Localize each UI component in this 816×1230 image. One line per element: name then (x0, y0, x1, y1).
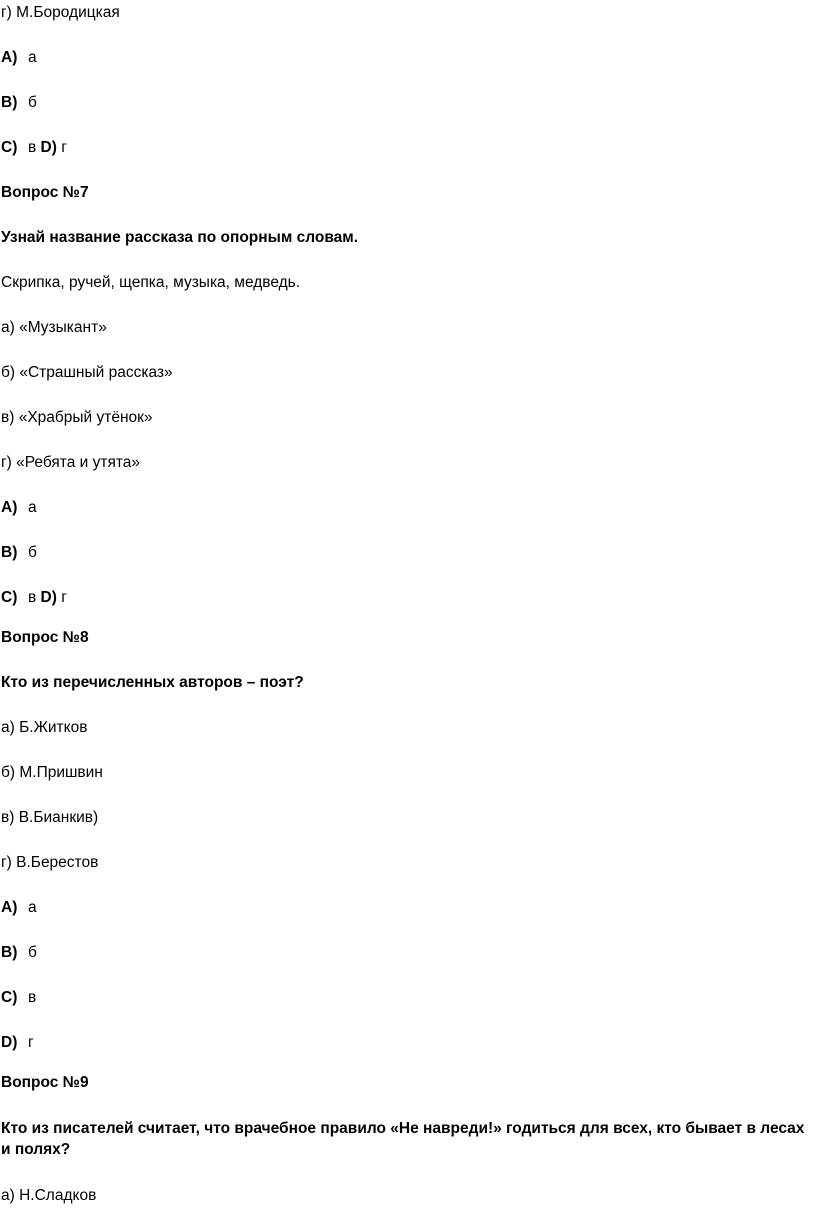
option-a: а) Б.Житков (1, 719, 88, 736)
answer-value: г (28, 1034, 34, 1051)
answer-a (1, 498, 37, 518)
answer-value: б (28, 944, 37, 961)
keywords-text: Скрипка, ручей, щепка, музыка, медведь. (1, 274, 301, 291)
answer-value: а (28, 899, 37, 916)
answer-value: в (28, 589, 37, 606)
answer-label: D) (40, 589, 57, 606)
answer-label: B) (1, 544, 18, 561)
question-text: Кто из писателей считает, что врачебное правило «Не навреди!» годиться для всех, кто бывает в лесах и полях? (1, 1120, 805, 1158)
option-b: б) «Страшный рассказ» (1, 364, 173, 381)
answer-label: C) (1, 589, 18, 606)
answer-label: A) (1, 49, 18, 66)
answer-a (1, 898, 37, 918)
answer-b (1, 93, 37, 113)
answer-d (1, 1033, 34, 1053)
answer-c (1, 988, 36, 1008)
answer-label: B) (1, 94, 18, 111)
answer-value: а (28, 49, 37, 66)
answer-value: в (28, 989, 37, 1006)
answer-label: D) (1, 1034, 18, 1051)
answer-value: г (61, 589, 67, 606)
answer-value: г (61, 139, 67, 156)
question-heading: Вопрос №9 (1, 1074, 89, 1091)
option-v: в) В.Бианкив) (1, 809, 99, 826)
answer-b (1, 943, 37, 963)
option-v: в) «Храбрый утёнок» (1, 409, 153, 426)
answer-label: A) (1, 499, 18, 516)
answer-a (1, 48, 37, 68)
option-g: г) В.Берестов (1, 854, 99, 871)
answer-label: C) (1, 989, 18, 1006)
option-a: а) Н.Сладков (1, 1187, 97, 1204)
option-b: б) М.Пришвин (1, 764, 103, 781)
answer-c-d (1, 138, 67, 158)
answer-value: в (28, 139, 37, 156)
answer-value: б (28, 94, 37, 111)
question-text: Узнай название рассказа по опорным словам. (1, 229, 359, 246)
option-g: г) М.Бородицкая (1, 4, 120, 21)
option-a: а) «Музыкант» (1, 319, 107, 336)
option-g: г) «Ребята и утята» (1, 454, 141, 471)
question-text: Кто из перечисленных авторов – поэт? (1, 674, 304, 691)
question-heading: Вопрос №7 (1, 184, 89, 201)
answer-label: B) (1, 944, 18, 961)
question-heading: Вопрос №8 (1, 629, 89, 646)
answer-c-d (1, 588, 67, 608)
answer-label: D) (40, 139, 57, 156)
answer-value: б (28, 544, 37, 561)
answer-value: а (28, 499, 37, 516)
answer-b (1, 543, 37, 563)
answer-label: A) (1, 899, 18, 916)
answer-label: C) (1, 139, 18, 156)
